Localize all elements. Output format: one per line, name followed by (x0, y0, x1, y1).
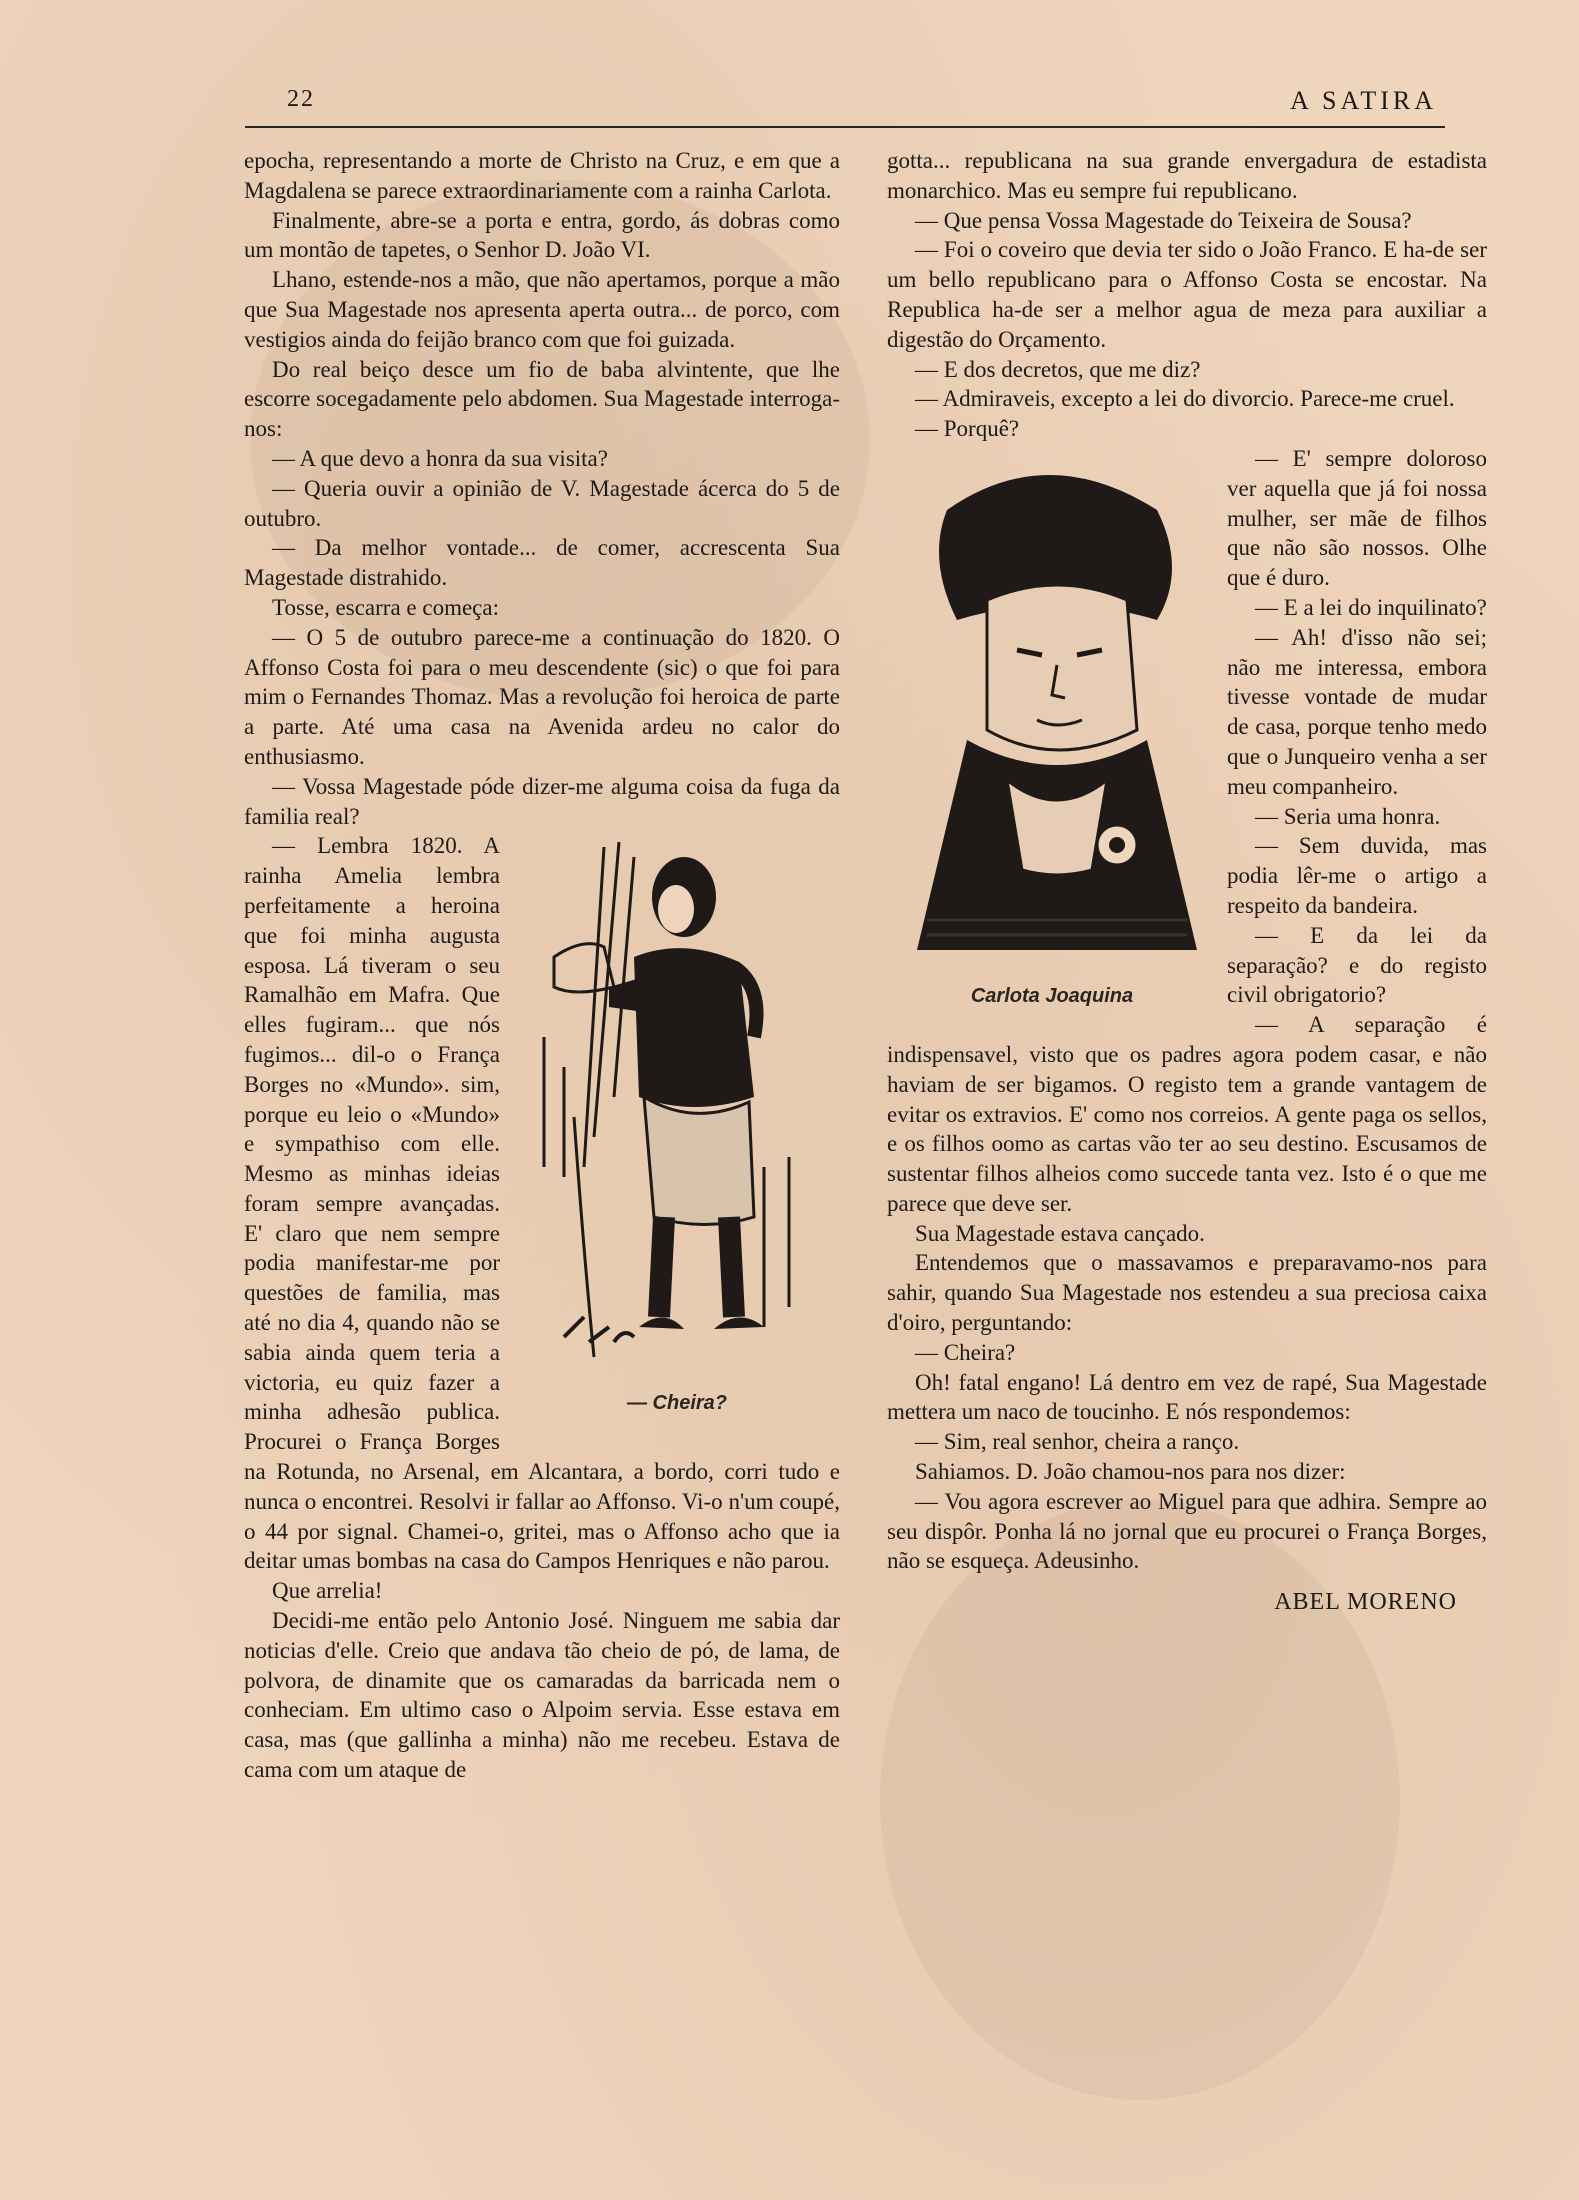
paragraph: — Porquê? (915, 416, 1020, 442)
paragraph: epocha, representando a morte de Christo na Cruz, e em que a Magdalena se parece extraordinariamente com a rainha Carlota. (244, 148, 840, 203)
paragraph: Entendemos que o massavamos e preparavamo-nos para sahir, quando Sua Magestade nos estendeu a sua preciosa caixa d'oiro, perguntando: (887, 1250, 1487, 1336)
page-number: 22 (287, 86, 315, 112)
standing-king-illustration-icon (514, 837, 834, 1385)
paragraph: — Foi o coveiro que devia ter sido o João Franco. E ha-de ser um bello republicano para o Affonso Costa se encostar. Na Republica ha-de ser a melhor agua de meza para auxiliar a digestão do Orçamento. (887, 237, 1487, 352)
figure-caption: Carlota Joaquina (970, 984, 1134, 1007)
paragraph: Que arrelia! (272, 1578, 383, 1604)
paragraph: Lhano, estende-nos a mão, que não apertamos, porque a mão que Sua Magestade nos apresenta aperta outra... de porco, com vestigios ainda do feijão branco com que foi guizada. (244, 267, 840, 352)
paragraph: — Que pensa Vossa Magestade do Teixeira de Sousa? (915, 207, 1412, 233)
paragraph: gotta... republicana na sua grande envergadura de estadista monarchico. Mas eu sempre fui republicano. (887, 148, 1487, 203)
paragraph: Do real beiço desce um fio de baba alvintente, que lhe escorre socegadamente pelo abdomen. Sua Magestade interroga-nos: (244, 356, 840, 442)
paragraph: — Vossa Magestade póde dizer-me alguma coisa da fuga da familia real? (244, 773, 840, 829)
paragraph: — Cheira? (915, 1339, 1016, 1365)
carlota-figure (887, 450, 1217, 1010)
paragraph: — E da lei da separação? e do registo civil obrigatorio? (1227, 922, 1487, 1008)
paragraph: — Da melhor vontade... de comer, accrescenta Sua Magestade distrahido. (244, 535, 840, 591)
left-column (244, 146, 840, 1785)
paragraph: — E a lei do inquilinato? (1255, 594, 1487, 620)
figure-caption: — Cheira? (626, 1392, 728, 1415)
paragraph: — O 5 de outubro parece-me a continuação do 1820. O Affonso Costa foi para o meu descendente (sic) o que foi para mim o Fernandes Thomaz. Mas a revolução foi heroica de parte a parte. Até uma casa na Avenida ardeu no calor do enthusiasmo. (244, 624, 840, 769)
paragraph: — E' sempre doloroso ver aquella que já foi nossa mulher, ser mãe de filhos que não são nossos. Olhe que é duro. (1227, 445, 1487, 591)
paragraph: — Queria ouvir a opinião de V. Magestade ácerca do 5 de outubro. (244, 475, 840, 531)
paragraph: Decidi-me então pelo Antonio José. Ninguem me sabia dar noticias d'elle. Creio que andava tão cheio de pó, de lama, de polvora, de dinamite que os camaradas da barricada nem o conheciam. Em ultimo caso o Alpoim servia. Esse estava em casa, mas (que gallinha a minha) não me recebeu. Estava de cama com um ataque de (244, 1608, 840, 1783)
paragraph: Oh! fatal engano! Lá dentro em vez de rapé, Sua Magestade mettera um naco de toucinho. E nós respondemos: (887, 1369, 1487, 1425)
joao-figure (514, 837, 840, 1427)
paragraph: Sua Magestade estava cançado. (915, 1220, 1205, 1246)
paragraph: Sahiamos. D. João chamou-nos para nos dizer: (915, 1459, 1346, 1485)
paragraph: — Lembra 1820. A rainha Amelia lembra perfeitamente a heroina que foi minha augusta esposa. Lá tiveram o seu Ramalhão em Mafra. Que elles fugiram... que nós fugimos... dil-o o França Borges no «Mundo». sim, porque eu leio o «Mundo» e sympathiso com elle. Mesmo as minhas ideias foram sempre avançadas. E' claro que nem sempre podia manifestar-me por questões de familia, mas até no dia 4, quando não se sabia ainda quem teria a victoria, eu quiz fazer a minha adhesão publica. Procurei o França Borges na Rotunda, no Arsenal, em Alcantara, a bordo, corri tudo e nunca o encontrei. Resolvi ir fallar ao Affonso. Vi-o n'um coupé, o 44 por signal. Chamei-o, gritei, mas o Affonso acho que ia deitar umas bombas na casa do Campos Henriques e não parou. (244, 833, 840, 1574)
paragraph: — Admiraveis, excepto a lei do divorcio. Parece-me cruel. (915, 386, 1455, 412)
paragraph: — Ah! d'isso não sei; não me interessa, embora tivesse vontade de mudar de casa, porque tenho medo que o Junqueiro venha a ser meu companheiro. (1227, 624, 1487, 799)
paragraph: — A separação é indispensavel, visto que os padres agora podem casar, e não haviam de ser bigamos. O registo tem a grande vantagem de evitar os extravios. E' como nos correios. A gente paga os sellos, e os filhos oomo as cartas vão ter ao seu destino. Escusamos de sustentar filhos alheios como succede tanta vez. Isto é o que me parece que deve ser. (887, 1012, 1487, 1216)
paragraph: — Seria uma honra. (1255, 803, 1441, 829)
right-column (887, 146, 1487, 1618)
paragraph: Tosse, escarra e começa: (272, 594, 499, 620)
paragraph: — E dos decretos, que me diz? (915, 356, 1201, 382)
portrait-illustration-icon (887, 450, 1217, 978)
paragraph: — Sim, real senhor, cheira a ranço. (915, 1429, 1240, 1455)
paragraph: Finalmente, abre-se a porta e entra, gordo, ás dobras como um montão de tapetes, o Senhor D. João VI. (244, 207, 840, 263)
paragraph: — Vou agora escrever ao Miguel para que adhira. Sempre ao seu dispôr. Ponha lá no jornal que eu procurei o França Borges, não se esqueça. Adeusinho. (887, 1488, 1487, 1574)
author-signature: ABEL MORENO (1274, 1589, 1457, 1616)
paragraph: — Sem duvida, mas podia lêr-me o artigo a respeito da bandeira. (1227, 833, 1487, 918)
page-header (245, 84, 1445, 128)
journal-title: A SATIRA (1290, 86, 1437, 115)
paragraph: — A que devo a honra da sua visita? (272, 445, 608, 471)
